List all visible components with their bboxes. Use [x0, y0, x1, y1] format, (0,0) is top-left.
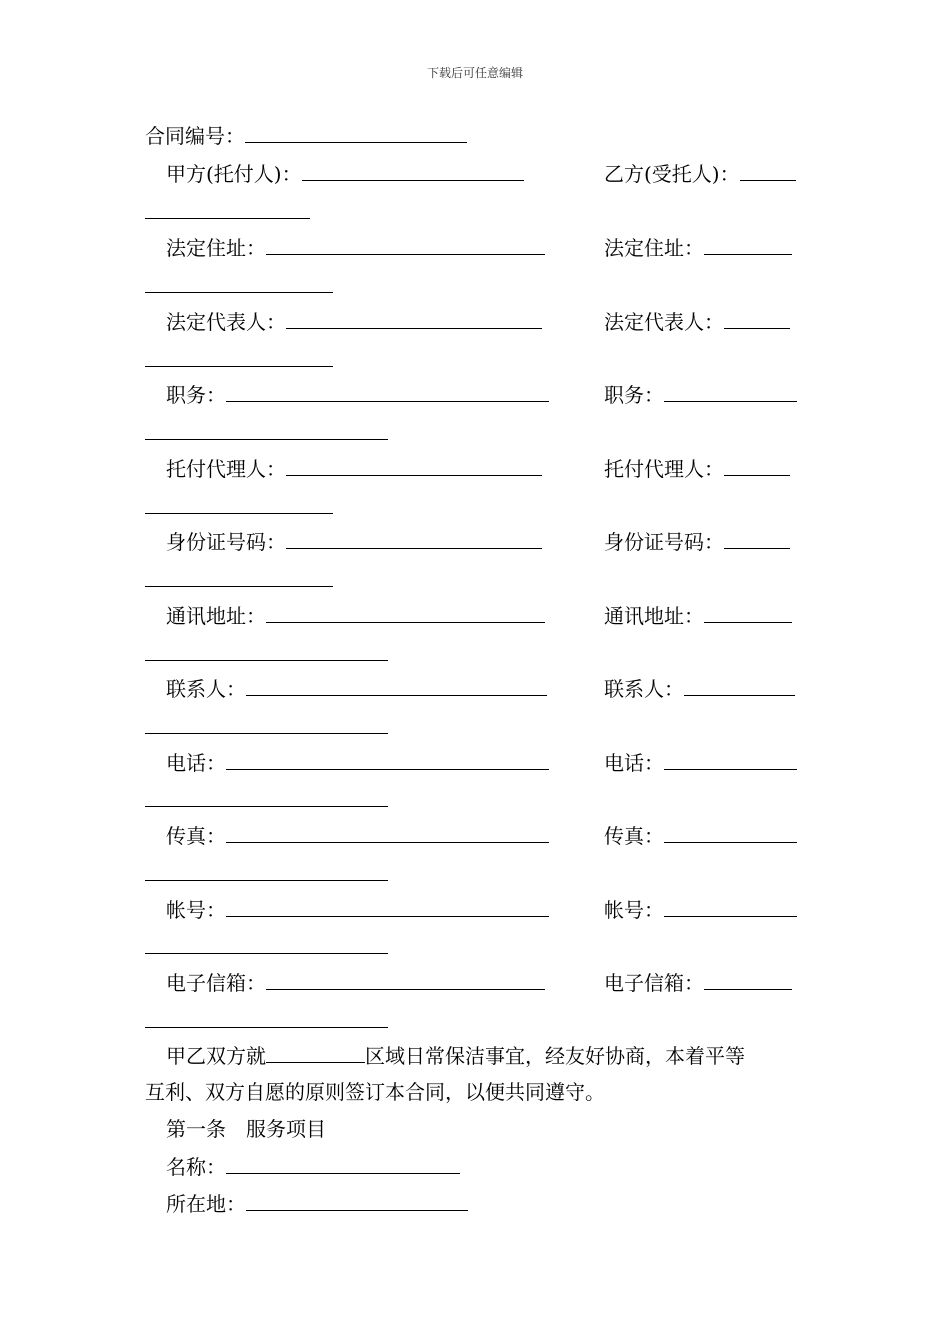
party-a-account-blank[interactable] — [226, 896, 549, 917]
party-b-legal-address-label: 法定住址： — [604, 236, 704, 260]
party-b-email-row — [604, 969, 792, 996]
party-b-account-label: 帐号： — [604, 898, 664, 922]
service-location-label: 所在地： — [166, 1192, 246, 1216]
party-b-id-row — [604, 528, 790, 555]
party-b-id-label: 身份证号码： — [604, 530, 724, 554]
service-location-blank[interactable] — [246, 1190, 468, 1211]
party-b-position-label: 职务： — [604, 383, 664, 407]
party-a-email-label: 电子信箱： — [166, 971, 266, 995]
party-b-legal-rep-continuation[interactable] — [145, 366, 333, 367]
contract-number-row — [145, 122, 467, 149]
service-area-blank[interactable] — [266, 1042, 365, 1063]
party-b-email-blank[interactable] — [704, 969, 792, 990]
party-b-contact-blank[interactable] — [684, 675, 795, 696]
party-a-legal-rep-label: 法定代表人： — [166, 310, 286, 334]
intro-paragraph-line1 — [166, 1042, 745, 1069]
party-b-legal-rep-row — [604, 308, 790, 335]
party-b-legal-address-row — [604, 234, 792, 261]
party-b-id-blank[interactable] — [724, 528, 790, 549]
party-a-mail-address-blank[interactable] — [266, 602, 545, 623]
intro-rest-text: 区域日常保洁事宜，经友好协商，本着平等 — [365, 1044, 745, 1068]
party-b-fax-label: 传真： — [604, 824, 664, 848]
party-b-email-label: 电子信箱： — [604, 971, 704, 995]
party-b-fax-continuation[interactable] — [145, 880, 388, 881]
party-b-email-continuation[interactable] — [145, 1027, 388, 1028]
party-a-position-blank[interactable] — [226, 381, 549, 402]
party-a-legal-address-row — [166, 234, 545, 261]
party-a-contact-blank[interactable] — [246, 675, 547, 696]
party-b-contact-label: 联系人： — [604, 677, 684, 701]
article1-title — [166, 1116, 326, 1142]
party-b-fax-row — [604, 822, 797, 849]
party-a-phone-label: 电话： — [166, 751, 226, 775]
party-a-agent-label: 托付代理人： — [166, 457, 286, 481]
party-b-mail-address-blank[interactable] — [704, 602, 792, 623]
party-b-mail-address-label: 通讯地址： — [604, 604, 704, 628]
party-a-title-row — [166, 160, 524, 187]
contract-number-label: 合同编号： — [145, 124, 245, 148]
party-a-mail-address-row — [166, 602, 545, 629]
party-b-phone-blank[interactable] — [664, 749, 797, 770]
party-a-name-blank[interactable] — [302, 160, 524, 181]
party-b-agent-row — [604, 455, 790, 482]
party-b-title: 乙方(受托人)： — [604, 162, 740, 186]
party-b-contact-continuation[interactable] — [145, 733, 388, 734]
party-b-mail-address-continuation[interactable] — [145, 660, 388, 661]
party-a-contact-row — [166, 675, 547, 702]
service-name-blank[interactable] — [226, 1153, 460, 1174]
party-a-position-row — [166, 381, 549, 408]
party-b-phone-label: 电话： — [604, 751, 664, 775]
party-a-agent-row — [166, 455, 542, 482]
party-b-legal-rep-blank[interactable] — [724, 308, 790, 329]
party-b-legal-address-continuation[interactable] — [145, 292, 333, 293]
party-b-legal-rep-label: 法定代表人： — [604, 310, 724, 334]
intro-line2-text: 互利、双方自愿的原则签订本合同，以便共同遵守。 — [145, 1080, 605, 1104]
party-a-mail-address-label: 通讯地址： — [166, 604, 266, 628]
party-b-phone-row — [604, 749, 797, 776]
party-a-position-label: 职务： — [166, 383, 226, 407]
party-b-agent-label: 托付代理人： — [604, 457, 724, 481]
party-b-name-continuation[interactable] — [145, 218, 310, 219]
party-a-contact-label: 联系人： — [166, 677, 246, 701]
party-a-legal-rep-blank[interactable] — [286, 308, 542, 329]
service-name-label: 名称： — [166, 1155, 226, 1179]
party-a-legal-address-blank[interactable] — [266, 234, 545, 255]
party-a-email-blank[interactable] — [266, 969, 545, 990]
party-b-position-blank[interactable] — [664, 381, 797, 402]
party-b-legal-address-blank[interactable] — [704, 234, 792, 255]
party-a-id-blank[interactable] — [286, 528, 542, 549]
party-b-account-continuation[interactable] — [145, 953, 388, 954]
party-a-fax-label: 传真： — [166, 824, 226, 848]
party-b-name-blank[interactable] — [740, 160, 796, 181]
party-a-legal-address-label: 法定住址： — [166, 236, 266, 260]
party-b-position-row — [604, 381, 797, 408]
article1-title-text: 第一条 服务项目 — [166, 1117, 326, 1141]
party-b-fax-blank[interactable] — [664, 822, 797, 843]
intro-start-text: 甲乙双方就 — [166, 1044, 266, 1068]
party-b-mail-address-row — [604, 602, 792, 629]
service-location-row — [166, 1190, 468, 1217]
party-a-fax-row — [166, 822, 549, 849]
party-a-email-row — [166, 969, 545, 996]
party-a-phone-row — [166, 749, 549, 776]
party-a-fax-blank[interactable] — [226, 822, 549, 843]
party-b-id-continuation[interactable] — [145, 586, 333, 587]
party-b-phone-continuation[interactable] — [145, 806, 388, 807]
party-b-account-row — [604, 896, 797, 923]
page-header-note: 下载后可任意编辑 — [426, 66, 523, 80]
party-b-position-continuation[interactable] — [145, 439, 388, 440]
party-a-agent-blank[interactable] — [286, 455, 542, 476]
service-name-row — [166, 1153, 460, 1180]
intro-paragraph-line2 — [145, 1079, 605, 1105]
party-a-legal-rep-row — [166, 308, 542, 335]
party-b-agent-continuation[interactable] — [145, 513, 333, 514]
contract-number-blank[interactable] — [245, 122, 467, 143]
party-a-title: 甲方(托付人)： — [166, 162, 302, 186]
party-b-agent-blank[interactable] — [724, 455, 790, 476]
party-b-contact-row — [604, 675, 795, 702]
party-a-account-row — [166, 896, 549, 923]
party-a-id-label: 身份证号码： — [166, 530, 286, 554]
party-b-title-row — [604, 160, 796, 187]
party-b-account-blank[interactable] — [664, 896, 797, 917]
party-a-id-row — [166, 528, 542, 555]
party-a-account-label: 帐号： — [166, 898, 226, 922]
party-a-phone-blank[interactable] — [226, 749, 549, 770]
